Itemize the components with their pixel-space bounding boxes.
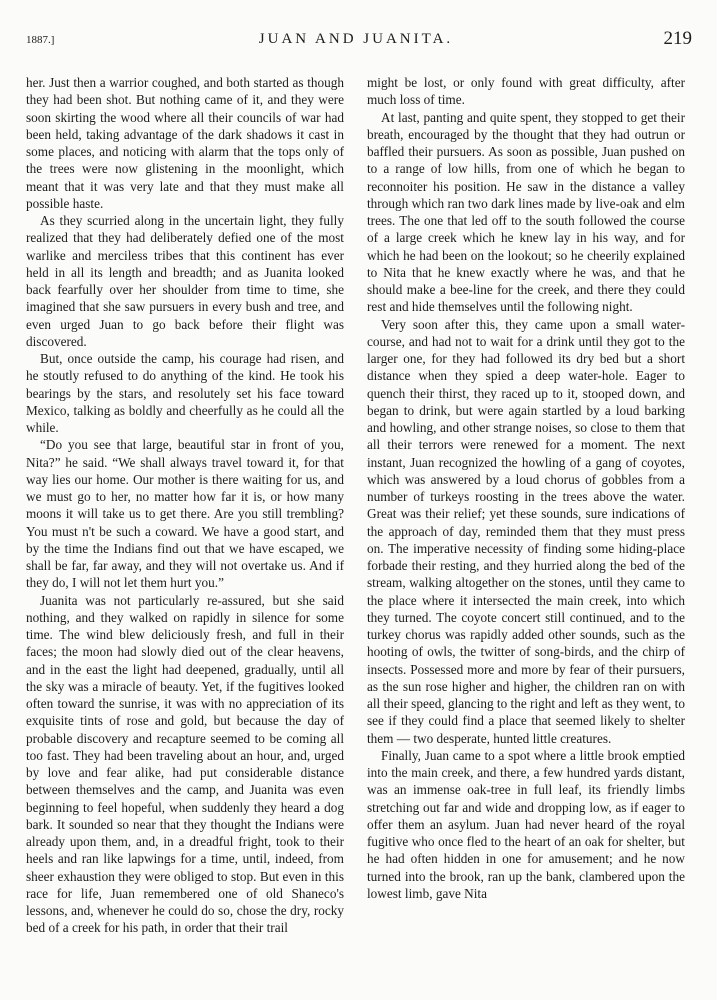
paragraph: Very soon after this, they came upon a small water-course, and had not to wait for a drink until they got to the larger one, for they had followed its dry bed but a short distance when they spied a deep water-hole. Eager to quench their thirst, they raced up to it, stooped down, and began to drink, but were again startled by a loud barking and howling, and other strange noises, so close to them that all their terrors were renewed for a moment. The next instant, Juan recognized the howling of a gang of coyotes, which was answered by a loud chorus of gobbles from a number of turkeys roosting in the trees above the water. Great was their relief; yet these sounds, sure indications of the approach of day, reminded them that they must press on. The imperative necessity of finding some hiding-place forbade their resting, and they hurried along the bed of the stream, walking altogether on the stones, until they came to the place where it intersected the main creek, into which they turned. The coyote concert still continued, and to the turkey chorus was rapidly added other sounds, such as the hooting of owls, the twitter of song-birds, and the chirp of insects. Possessed more and more by fear of their pursuers, as the sun rose higher and higher, the children ran on with all their speed, glancing to the right and left as they went, to see if they could find a place that seemed likely to shelter them — two desperate, hunted little creatures. xyxy=(367,316,685,746)
paragraph: Juanita was not particularly re-assured, but she said nothing, and they walked on rapidly in silence for some time. The wind blew deliciously fresh, and full in their faces; the moon had slowly died out of the clear heavens, and in the east the light had deepened, gradually, until all the sky was a miracle of beauty. Yet, if the fugitives looked often toward the sunrise, it was with no appreciation of its exquisite tints of rose and gold, but because the day of probable discovery and recapture seemed to be coming all too fast. They had been traveling about an hour, and, urged by love and fear alike, had put considerable distance between themselves and the camp, and Juanita was even beginning to feel hopeful, when suddenly they heard a dog bark. It sounded so near that they thought the Indians were already upon them, and, in a dreadful fright, took to their heels and ran like lapwings for a time, until, indeed, from sheer exhaustion they were obliged to stop. But even in this race for life, Juan remembered one of old Shaneco's lessons, and, whenever he could do so, chose the dry, rocky bed of a creek for his path, in order that their trail xyxy=(26,592,344,936)
paragraph: her. Just then a warrior coughed, and both started as though they had been shot. But nothing came of it, and they were soon skirting the wood where all their councils of war had been held, taking advantage of the dark shadows it cast in some places, and noticing with alarm that the tops only of the trees were now glistening in the moonlight, which meant that it was very late and that they must make all possible haste. xyxy=(26,75,344,211)
page-number: 219 xyxy=(663,28,692,49)
header-date: 1887.] xyxy=(26,34,55,46)
paragraph: might be lost, or only found with great difficulty, after much loss of time. xyxy=(367,75,685,108)
header-title: JUAN AND JUANITA. xyxy=(258,31,454,47)
paragraph: “Do you see that large, beautiful star in front of you, Nita?” he said. “We shall always travel toward it, for that way lies our home. Our mother is there waiting for us, and we must go to her, no matter how far it is, or how many moons it will take us to get there. Are you still trembling? You must n't be such a coward. We have a good start, and by the time the Indians find out that we have escaped, we shall be far, far away, and they will not overtake us. And if they do, I will not let them hurt you.” xyxy=(26,437,344,591)
right-column xyxy=(367,74,685,902)
paragraph: But, once outside the camp, his courage had risen, and he stoutly refused to do anything of the kind. He took his bearings by the stars, and resolutely set his face toward Mexico, talking as boldly and cheerfully as he could all the while. xyxy=(26,351,344,435)
left-column xyxy=(26,74,344,937)
running-header xyxy=(26,28,692,52)
paragraph: As they scurried along in the uncertain light, they fully realized that they had deliberately defied one of the most warlike and merciless tribes that this continent has ever held in all its length and breadth; and as Juanita looked back fearfully over her shoulder from time to time, she imagined that she saw pursuers in every bush and tree, and even urged Juan to go back before their flight was discovered. xyxy=(26,213,344,349)
paragraph: Finally, Juan came to a spot where a little brook emptied into the main creek, and there, a few hundred yards distant, was an immense oak-tree in full leaf, its friendly limbs stretching out far and wide and dropping low, as if eager to offer them an asylum. Juan had never heard of the royal fugitive who once fled to the heart of an oak for shelter, but he had often hidden in one for amusement; and he now turned into the brook, ran up the bank, clambered upon the lowest limb, gave Nita xyxy=(367,747,685,901)
paragraph: At last, panting and quite spent, they stopped to get their breath, encouraged by the thought that they had outrun or baffled their pursuers. As soon as possible, Juan pushed on to a range of low hills, from one of which he began to reconnoiter his position. He saw in the distance a valley through which ran two dark lines made by live-oak and elm trees. The one that led off to the south followed the course of a large creek which he knew lay in his way, and for which he had been on the lookout; so he cheerily explained to Nita that he knew exactly where he was, and that he should make a bee-line for the creek, and there they could rest and hide themselves until the following night. xyxy=(367,109,685,315)
